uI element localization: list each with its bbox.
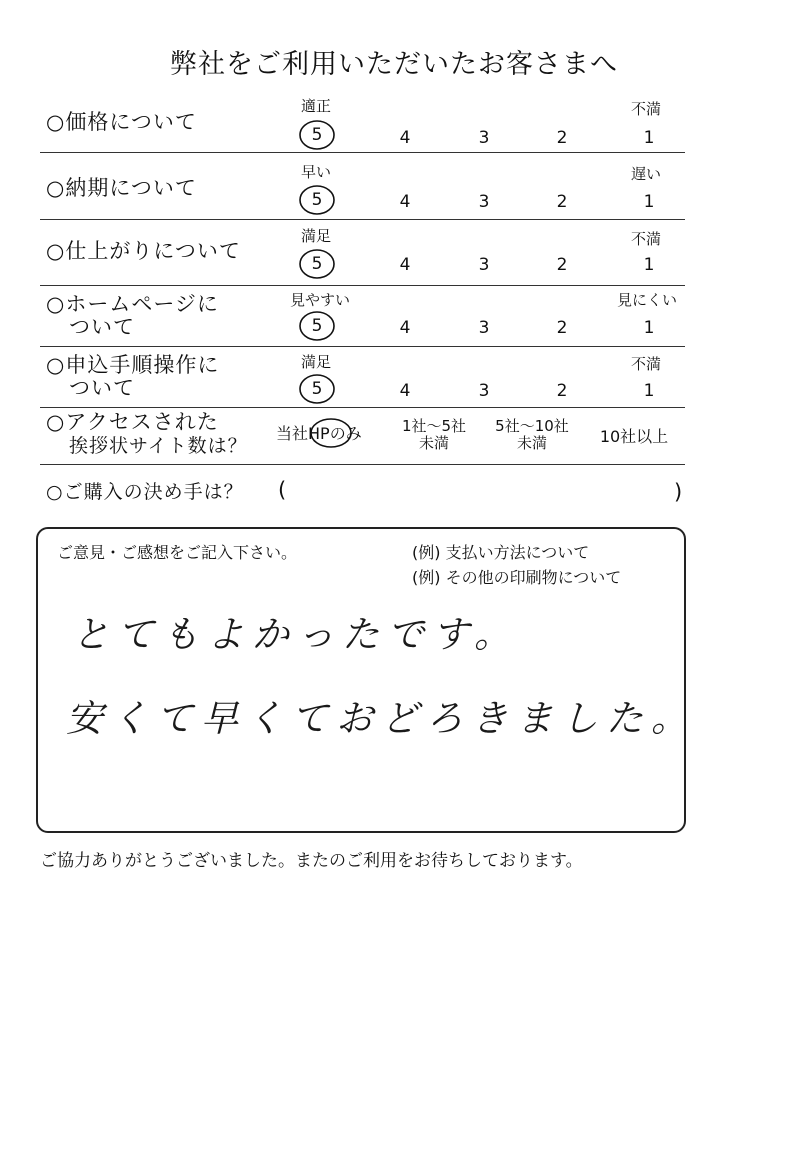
question-label-line1: ○申込手順操作に [46,353,220,377]
row-divider [40,346,685,347]
scale-high-label: 適正 [300,97,331,115]
rating-option[interactable]: 1 [643,318,655,338]
rating-option-selected[interactable]: 5 [311,125,323,145]
rating-option[interactable]: 4 [399,381,411,401]
rating-option[interactable]: 4 [399,128,411,148]
rating-option[interactable]: 3 [478,255,490,275]
scale-low-label: 遅い [630,165,661,183]
comment-prompt: ご意見・ご感想をご記入下さい。 [57,543,298,562]
rating-option[interactable]: 1 [643,255,655,275]
row-divider [40,152,685,153]
rating-option-selected[interactable]: 5 [311,316,323,336]
row-divider [40,219,685,220]
rating-option-selected[interactable]: 5 [311,254,323,274]
option-line1: 1社～5社 [401,417,467,435]
question-label: ○価格について [46,110,197,134]
scale-high-label: 見やすい [289,291,350,309]
question-label-line2: 挨拶状サイト数は？ [69,435,248,457]
hand-drawn-circle-icon [297,309,339,343]
footer-thanks: ご協力ありがとうございました。またのご利用をお待ちしております。 [40,851,583,871]
row-divider [40,464,685,465]
hand-drawn-circle-icon [309,416,355,450]
hand-drawn-circle-icon [297,183,339,217]
rating-option-selected[interactable]: 5 [311,190,323,210]
option-suffix: のみ [329,424,362,443]
rating-option[interactable]: 4 [399,192,411,212]
scale-low-label: 不満 [630,100,661,118]
page-title: 弊社をご利用いただいたお客さまへ [170,49,618,80]
question-label: ○ご購入の決め手は？ [46,481,244,503]
question-label: ○納期について [46,176,197,200]
rating-option[interactable]: 3 [478,192,490,212]
scale-low-label: 不満 [630,355,661,373]
question-label-line1: ○ホームページに [46,292,219,316]
scale-high-label: 満足 [300,353,331,371]
option-line2: 未満 [418,434,449,452]
rating-option[interactable]: 2 [556,318,568,338]
rating-option[interactable]: 3 [478,318,490,338]
rating-option[interactable]: 1 [643,128,655,148]
open-paren: ( [278,478,287,502]
row-divider [40,285,685,286]
rating-option[interactable]: 3 [478,128,490,148]
comment-example-1: (例) 支払い方法について [412,543,590,562]
option-circled-text: HP [308,424,330,443]
question-label-line1: ○アクセスされた [46,410,219,434]
rating-option[interactable]: 4 [399,255,411,275]
hand-drawn-circle-icon [297,118,339,152]
access-option-10-plus[interactable]: 10社以上 [599,427,669,446]
rating-option[interactable]: 4 [399,318,411,338]
rating-option[interactable]: 3 [478,381,490,401]
scale-low-label: 見にくい [616,291,677,309]
option-line1: 5社～10社 [495,417,569,435]
hand-drawn-circle-icon [297,247,339,281]
rating-option[interactable]: 2 [556,192,568,212]
handwritten-comment-line1: とてもよかったです。 [72,613,520,656]
scale-high-label: 満足 [300,227,331,245]
rating-option-selected[interactable]: 5 [311,379,323,399]
handwritten-comment-line2: 安くて早くておどろきました。 [66,697,696,740]
hand-drawn-circle-icon [297,372,339,406]
scale-low-label: 不満 [630,230,661,248]
rating-option[interactable]: 2 [556,128,568,148]
rating-option[interactable]: 1 [643,381,655,401]
question-label-line2: ついて [69,376,135,400]
row-divider [40,407,685,408]
option-prefix: 当社 [276,424,309,443]
rating-option[interactable]: 2 [556,255,568,275]
access-option-5-to-10[interactable] [484,418,580,452]
comment-example-2: (例) その他の印刷物について [412,568,622,587]
question-label: ○仕上がりについて [46,239,241,263]
question-label-line2: ついて [69,315,135,339]
rating-option[interactable]: 2 [556,381,568,401]
scale-high-label: 早い [300,163,331,181]
decision-answer-field[interactable] [296,478,666,506]
access-option-1-to-5[interactable] [392,418,476,452]
close-paren: ) [674,480,683,504]
option-line2: 未満 [516,434,547,452]
rating-option[interactable]: 1 [643,192,655,212]
